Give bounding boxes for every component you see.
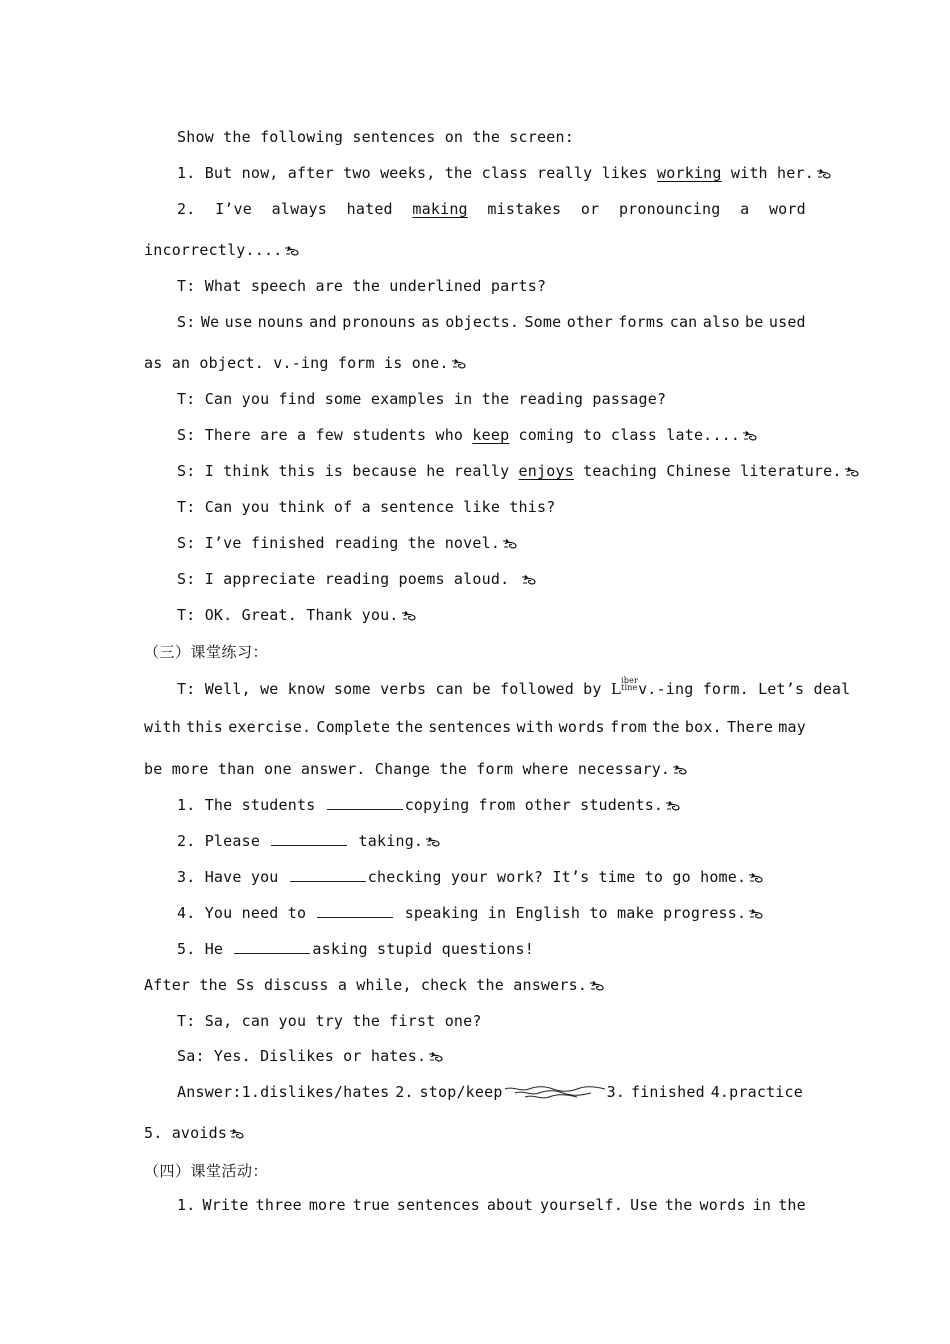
paragraph-mark-icon: [748, 909, 764, 919]
exercise-item: 2. Please taking.: [177, 832, 806, 850]
student-answer-1: S: We use nouns and pronouns as objects. Some other forms can also be used: [177, 313, 806, 331]
paragraph-mark-icon: [401, 611, 417, 621]
paragraph-mark-icon: [284, 246, 300, 256]
paragraph-mark-icon: [451, 359, 467, 369]
teacher-question-2: T: Can you find some examples in the reading passage?: [177, 390, 667, 408]
teacher-question-1: T: What speech are the underlined parts?: [177, 277, 547, 295]
answer-line: Answer:1.dislikes/hates 2. stop/keep 3. finished 4.practice: [177, 1083, 803, 1101]
paragraph-mark-icon: [428, 1052, 444, 1062]
student-reply: Sa: Yes. Dislikes or hates.: [177, 1047, 806, 1065]
paragraph-mark-icon: [521, 575, 537, 585]
paragraph-mark-icon: [742, 431, 758, 441]
answer-blank: [327, 797, 403, 810]
underlined-word: making: [412, 200, 468, 218]
teacher-thanks: T: OK. Great. Thank you.: [177, 606, 806, 624]
exercise-item: 5. He asking stupid questions!: [177, 940, 534, 958]
watermark-logo: Liber tine: [610, 676, 639, 698]
student-example-3: S: I’ve finished reading the novel.: [177, 534, 806, 552]
check-answers-line: After the Ss discuss a while, check the answers.: [144, 976, 806, 994]
paragraph-mark-icon: [844, 467, 860, 477]
student-example-4: S: I appreciate reading poems aloud.: [177, 570, 806, 588]
sentence-2: 2. I’ve always hated making mistakes or pronouncing a word: [177, 200, 806, 218]
student-answer-1-cont: as an object. v.-ing form is one.: [144, 354, 806, 372]
paragraph-mark-icon: [502, 539, 518, 549]
exercise-item: 3. Have you checking your work? It’s time to go home.: [177, 868, 806, 886]
wavy-line-icon: [503, 1085, 607, 1099]
student-example-1: S: There are a few students who keep coming to class late....: [177, 426, 806, 444]
exercise-intro: T: Well, we know some verbs can be followed by Liber tinev.-ing form. Let’s deal: [177, 676, 851, 698]
exercise-intro-3: be more than one answer. Change the form where necessary.: [144, 760, 806, 778]
answer-blank: [271, 833, 347, 846]
underlined-word: working: [657, 164, 722, 182]
exercise-item: 1. The students copying from other students.: [177, 796, 806, 814]
paragraph-mark-icon: [665, 801, 681, 811]
intro-line: [177, 128, 806, 146]
student-example-2: S: I think this is because he really enjoys teaching Chinese literature.: [177, 462, 806, 480]
paragraph-mark-icon: [229, 1129, 245, 1139]
section-heading-activity: （四）课堂活动：: [144, 1162, 269, 1180]
paragraph-mark-icon: [589, 981, 605, 991]
answer-line-2: 5. avoids: [144, 1124, 806, 1142]
underlined-word: keep: [472, 426, 510, 444]
underlined-word: enjoys: [518, 462, 574, 480]
paragraph-mark-icon: [425, 837, 441, 847]
paragraph-mark-icon: [672, 765, 688, 775]
activity-instruction: 1. Write three more true sentences about yourself. Use the words in the: [177, 1196, 806, 1214]
section-heading-practice: （三）课堂练习：: [144, 643, 269, 661]
teacher-question-3: T: Can you think of a sentence like this?: [177, 498, 556, 516]
answer-blank: [290, 869, 366, 882]
sentence-1: 1. But now, after two weeks, the class really likes working with her.: [177, 164, 806, 182]
teacher-question-4: T: Sa, can you try the first one?: [177, 1012, 482, 1030]
sentence-2-cont: incorrectly....: [144, 241, 806, 259]
answer-blank: [234, 941, 310, 954]
exercise-item: 4. You need to speaking in English to make progress.: [177, 904, 806, 922]
exercise-intro-2: with this exercise. Complete the sentences with words from the box. There may: [144, 718, 806, 736]
paragraph-mark-icon: [816, 169, 832, 179]
answer-blank: [317, 905, 393, 918]
intro-text: Show the following sentences on the screen:: [177, 128, 574, 146]
paragraph-mark-icon: [748, 873, 764, 883]
